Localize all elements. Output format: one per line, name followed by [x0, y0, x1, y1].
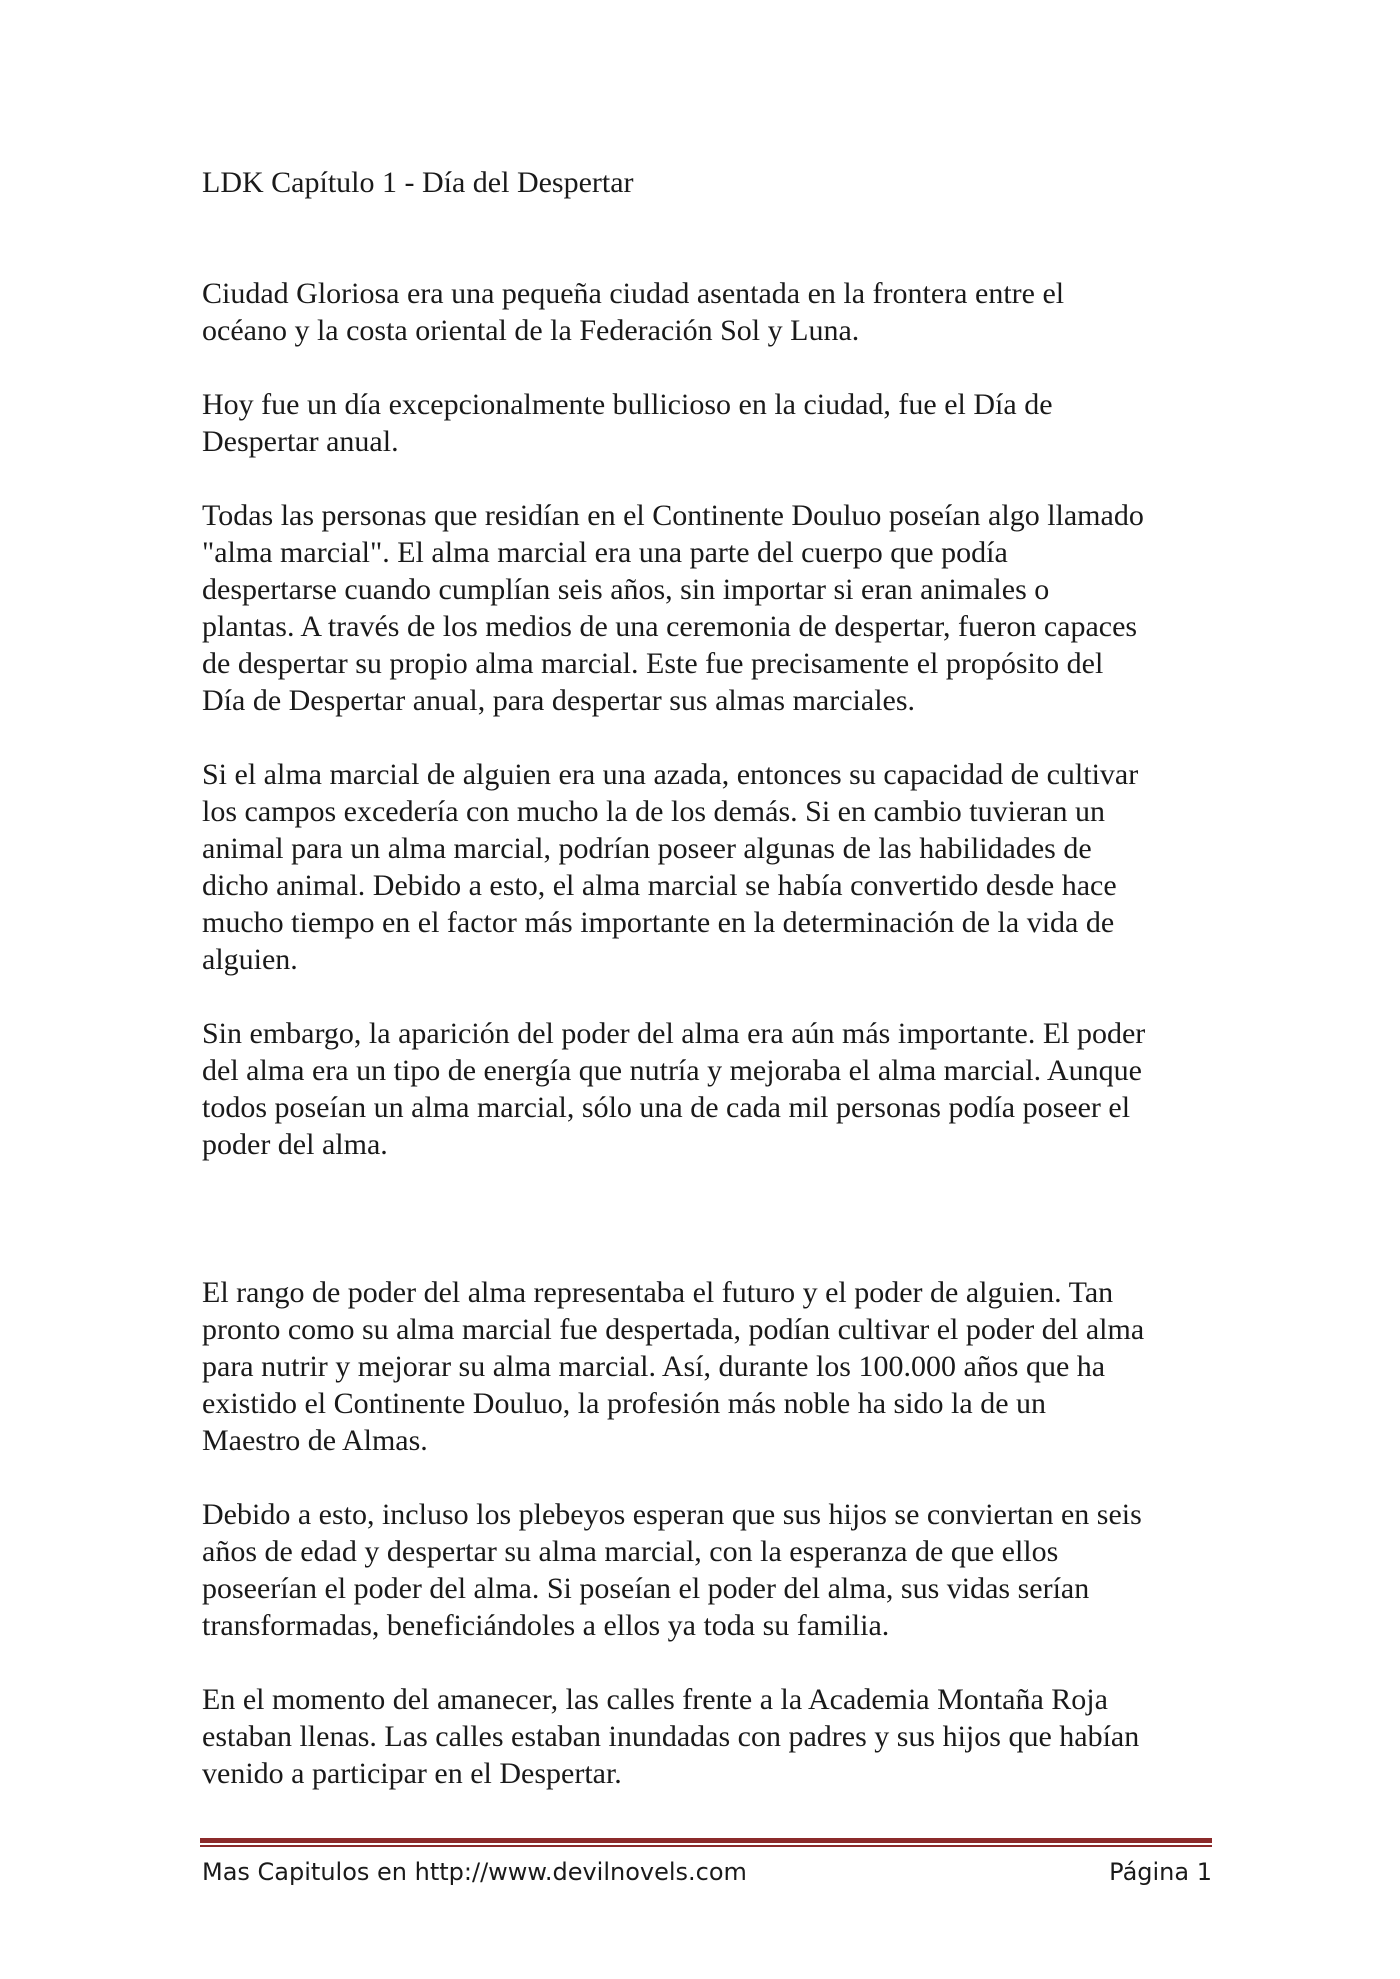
page-content [202, 164, 1212, 1792]
paragraph-line: Despertar anual. [202, 425, 399, 458]
paragraph-3 [202, 497, 1212, 719]
paragraph-line: venido a participar en el Despertar. [202, 1757, 622, 1790]
paragraph-line: plantas. A través de los medios de una ceremonia de despertar, fueron capaces [202, 610, 1138, 643]
paragraph-line: años de edad y despertar su alma marcial, con la esperanza de que ellos [202, 1535, 1059, 1568]
footer-divider [200, 1838, 1212, 1847]
footer-divider-thick [200, 1838, 1212, 1843]
paragraph-line: mucho tiempo en el factor más importante en la determinación de la vida de [202, 906, 1115, 939]
paragraph-8 [202, 1681, 1212, 1792]
paragraph-7 [202, 1496, 1212, 1644]
paragraph-line: existido el Continente Douluo, la profesión más noble ha sido la de un [202, 1387, 1047, 1420]
paragraph-2 [202, 386, 1212, 460]
paragraph-line: estaban llenas. Las calles estaban inundadas con padres y sus hijos que habían [202, 1720, 1140, 1753]
paragraph-line: animal para un alma marcial, podrían poseer algunas de las habilidades de [202, 832, 1092, 865]
paragraph-line: del alma era un tipo de energía que nutría y mejoraba el alma marcial. Aunque [202, 1054, 1142, 1087]
paragraph-line: dicho animal. Debido a esto, el alma marcial se había convertido desde hace [202, 869, 1117, 902]
paragraph-line: pronto como su alma marcial fue despertada, podían cultivar el poder del alma [202, 1313, 1145, 1346]
paragraph-line: todos poseían un alma marcial, sólo una de cada mil personas podía poseer el [202, 1091, 1131, 1124]
paragraph-line: alguien. [202, 943, 298, 976]
paragraph-1 [202, 275, 1212, 349]
paragraph-line: Debido a esto, incluso los plebeyos esperan que sus hijos se conviertan en seis [202, 1498, 1142, 1531]
chapter-title: LDK Capítulo 1 - Día del Despertar [202, 166, 634, 199]
paragraph-line: poder del alma. [202, 1128, 388, 1161]
page-number: Página 1 [1109, 1858, 1212, 1886]
paragraph-line: El rango de poder del alma representaba el futuro y el poder de alguien. Tan [202, 1276, 1114, 1309]
footer-divider-thin [200, 1845, 1212, 1847]
paragraph-line: Sin embargo, la aparición del poder del alma era aún más importante. El poder [202, 1017, 1146, 1050]
paragraph-line: los campos excedería con mucho la de los demás. Si en cambio tuvieran un [202, 795, 1106, 828]
paragraph-line: Ciudad Gloriosa era una pequeña ciudad asentada en la frontera entre el [202, 277, 1065, 310]
paragraph-line: transformadas, beneficiándoles a ellos ya toda su familia. [202, 1609, 890, 1642]
paragraph-line: océano y la costa oriental de la Federación Sol y Luna. [202, 314, 860, 347]
paragraph-line: Todas las personas que residían en el Continente Douluo poseían algo llamado [202, 499, 1144, 532]
paragraph-line: "alma marcial". El alma marcial era una parte del cuerpo que podía [202, 536, 1008, 569]
paragraph-line: poseerían el poder del alma. Si poseían el poder del alma, sus vidas serían [202, 1572, 1090, 1605]
paragraph-line: En el momento del amanecer, las calles frente a la Academia Montaña Roja [202, 1683, 1108, 1716]
paragraph-line: para nutrir y mejorar su alma marcial. Así, durante los 100.000 años que ha [202, 1350, 1106, 1383]
paragraph-line: Día de Despertar anual, para despertar sus almas marciales. [202, 684, 916, 717]
paragraph-line: de despertar su propio alma marcial. Este fue precisamente el propósito del [202, 647, 1104, 680]
footer-website-text: Mas Capitulos en http://www.devilnovels.com [202, 1858, 747, 1886]
paragraph-line: Hoy fue un día excepcionalmente bullicioso en la ciudad, fue el Día de [202, 388, 1053, 421]
paragraph-line: Maestro de Almas. [202, 1424, 428, 1457]
paragraph-6 [202, 1274, 1212, 1459]
page-footer [202, 1858, 1212, 1886]
paragraph-line: Si el alma marcial de alguien era una azada, entonces su capacidad de cultivar [202, 758, 1139, 791]
paragraph-4 [202, 756, 1212, 978]
paragraph-5 [202, 1015, 1212, 1163]
paragraph-line: despertarse cuando cumplían seis años, sin importar si eran animales o [202, 573, 1050, 606]
